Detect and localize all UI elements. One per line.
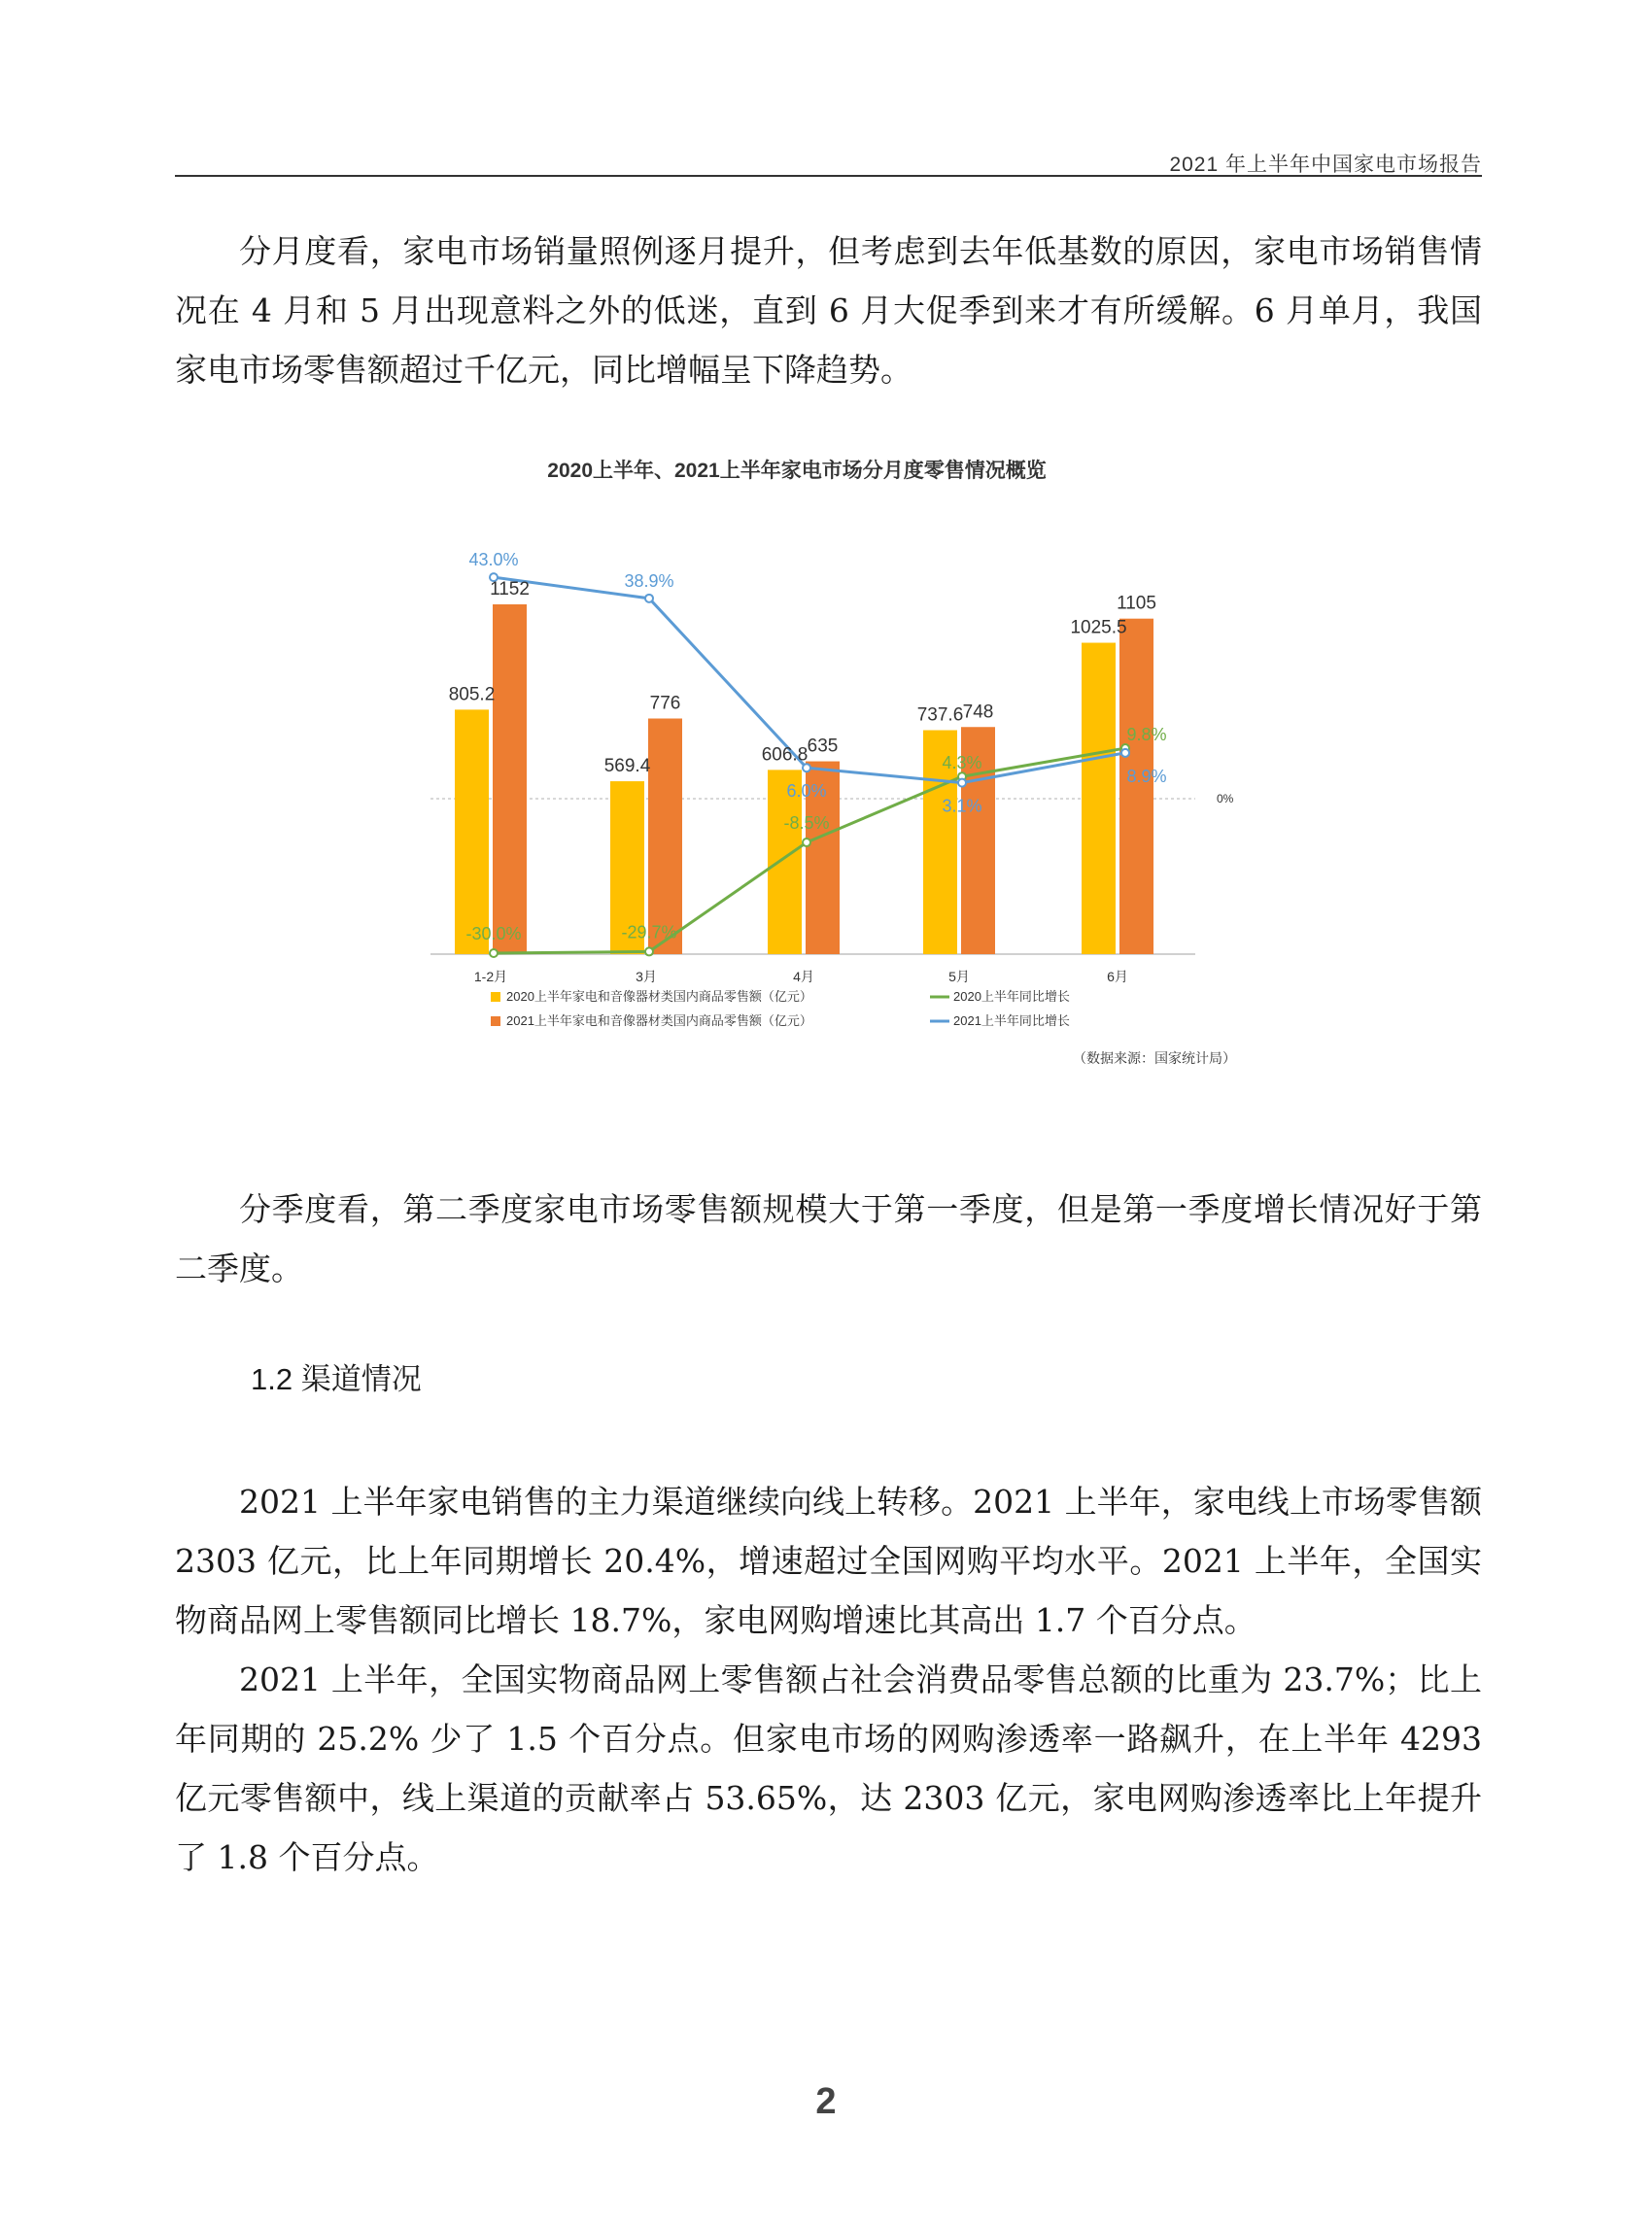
- line-label-2020-0: -30.0%: [465, 924, 522, 943]
- legend-label-0: 2020上半年家电和音像器材类国内商品零售额（亿元）: [506, 989, 812, 1004]
- bar-2021-1: [648, 719, 682, 955]
- legend-swatch-0: [491, 992, 500, 1002]
- legend-swatch-1: [491, 1016, 500, 1026]
- retail-chart: [0, 0, 1652, 1098]
- legend-label-1: 2021上半年家电和音像器材类国内商品零售额（亿元）: [506, 1013, 812, 1028]
- line-point-2020-0: [490, 949, 498, 957]
- line-label-2020-3: 4.3%: [942, 753, 982, 773]
- bar-label-2020-2: 606.8: [761, 744, 809, 766]
- line-label-2021-0: 43.0%: [468, 550, 519, 570]
- line-label-2021-4: 8.9%: [1126, 766, 1167, 786]
- paragraph-channel-2: 2021 上半年，全国实物商品网上零售额占社会消费品零售总额的比重为 23.7%；比上年同期的 25.2% 少了 1.5 个百分点。但家电市场的网购渗透率一路飙升，在上半年 4293 亿元零售额中，线上渠道的贡献率占 53.65%，达 2303 亿元，家电网购渗透率比上年提升了 1.8 个百分点。: [175, 1661, 1482, 1876]
- bar-label-2021-1: 776: [649, 693, 681, 714]
- page-number: 2: [815, 2081, 837, 2122]
- paragraph-channel-1: 2021 上半年家电销售的主力渠道继续向线上转移。2021 上半年，家电线上市场零售额 2303 亿元，比上年同期增长 20.4%，增速超过全国网购平均水平。2021 上半年，全国实物商品网上零售额同比增长 18.7%，家电网购增速比其高出 1.7 个百分点。: [175, 1483, 1482, 1639]
- line-label-2020-4: 9.8%: [1126, 725, 1167, 745]
- bar-label-2021-0: 1152: [490, 579, 530, 599]
- chart-source: （数据来源：国家统计局）: [1073, 1050, 1236, 1066]
- line-point-2021-1: [645, 595, 653, 602]
- line-label-2021-2: 6.0%: [786, 781, 827, 802]
- zero-line-label: 0%: [1217, 792, 1234, 805]
- x-tick-label-1: 3月: [636, 969, 657, 984]
- legend-label-3: 2021上半年同比增长: [953, 1013, 1070, 1028]
- bar-label-2020-4: 1025.5: [1070, 617, 1127, 638]
- section-title: 1.2 渠道情况: [251, 1362, 422, 1396]
- bar-label-2020-3: 737.6: [916, 704, 964, 726]
- chart-title: 2020上半年、2021上半年家电市场分月度零售情况概览: [547, 460, 1047, 482]
- x-tick-label-3: 5月: [948, 969, 970, 984]
- x-tick-label-2: 4月: [793, 969, 814, 984]
- legend-label-2: 2020上半年同比增长: [953, 989, 1070, 1004]
- paragraph-monthly: 分月度看，家电市场销量照例逐月提升，但考虑到去年低基数的原因，家电市场销售情况在 4 月和 5 月出现意料之外的低迷，直到 6 月大促季到来才有所缓解。6 月单月，我国家电市场零售额超过千亿元，同比增幅呈下降趋势。: [175, 232, 1482, 389]
- x-tick-label-4: 6月: [1107, 969, 1128, 984]
- line-label-2021-1: 38.9%: [624, 570, 674, 591]
- line-label-2021-3: 3.1%: [942, 796, 982, 816]
- bar-label-2020-0: 805.2: [448, 684, 496, 705]
- x-tick-label-0: 1-2月: [473, 969, 508, 984]
- bar-label-2020-1: 569.4: [603, 756, 651, 777]
- paragraph-quarterly: 分季度看，第二季度家电市场零售额规模大于第一季度，但是第一季度增长情况好于第二季度。: [175, 1190, 1482, 1287]
- line-point-2021-3: [958, 779, 966, 787]
- line-point-2020-1: [645, 947, 653, 955]
- bar-2021-4: [1119, 619, 1153, 954]
- bar-label-2021-3: 748: [962, 702, 994, 723]
- line-point-2021-2: [803, 764, 810, 771]
- bar-2020-0: [455, 709, 489, 954]
- line-label-2020-1: -29.7%: [621, 922, 677, 942]
- line-label-2020-2: -8.5%: [783, 813, 830, 834]
- running-header: 2021 年上半年中国家电市场报告: [1169, 154, 1482, 176]
- line-point-2021-4: [1121, 749, 1129, 757]
- bar-label-2021-2: 635: [807, 736, 839, 757]
- line-point-2020-2: [803, 839, 810, 846]
- bar-2021-0: [493, 604, 527, 954]
- bar-2020-4: [1082, 643, 1116, 954]
- bar-label-2021-4: 1105: [1117, 593, 1156, 614]
